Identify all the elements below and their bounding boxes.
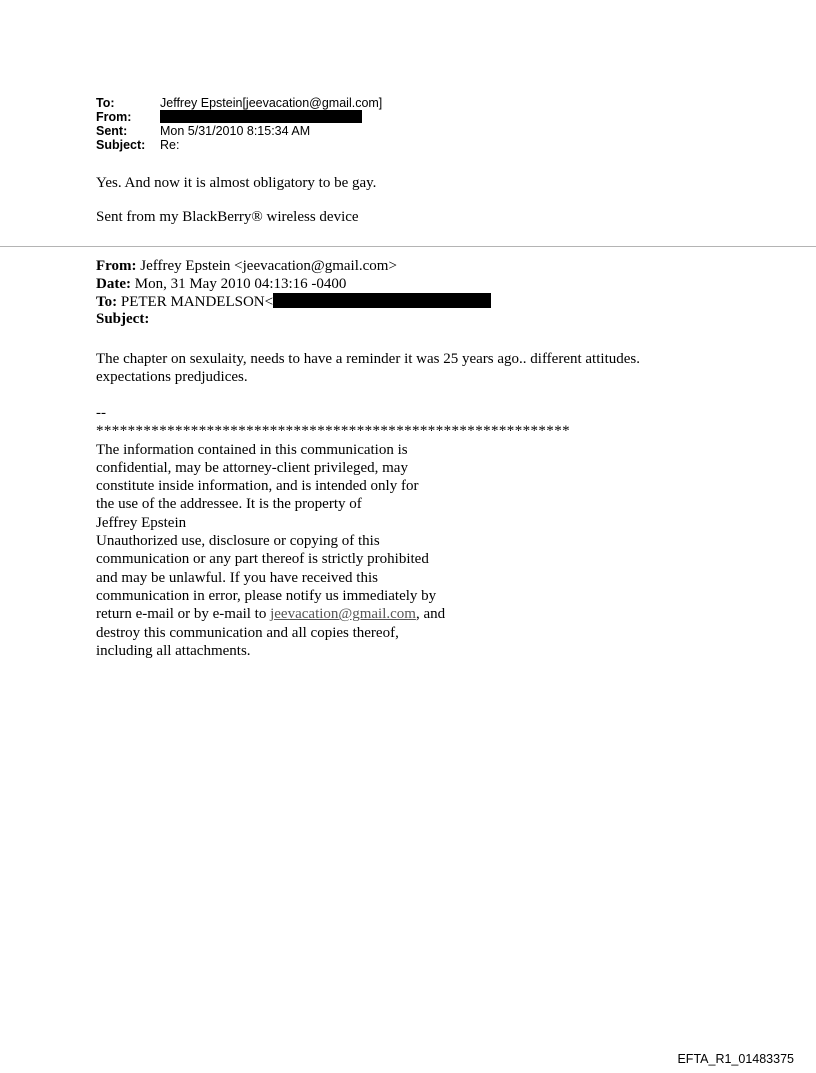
quoted-body — [96, 350, 716, 386]
quoted-from-value: Jeffrey Epstein <jeevacation@gmail.com> — [140, 258, 397, 274]
header-from-row — [96, 110, 382, 124]
email-header — [96, 96, 382, 152]
footer-return-prefix: return e-mail or by e-mail to — [96, 606, 271, 623]
reply-body: Yes. And now it is almost obligatory to be gay. — [96, 175, 377, 191]
quoted-subject-row — [96, 311, 491, 329]
redaction-bar — [273, 293, 491, 308]
bates-number: EFTA_R1_01483375 — [677, 1052, 794, 1066]
footer-line: The information contained in this communication is — [96, 441, 408, 458]
confidentiality-footer — [96, 404, 570, 660]
footer-stars: ************************************************************ — [96, 423, 570, 440]
message-divider — [0, 246, 816, 247]
header-subject-value: Re: — [160, 138, 180, 152]
quoted-to-value: PETER MANDELSON< — [120, 294, 274, 310]
header-subject-row — [96, 138, 382, 152]
footer-line: constitute inside information, and is intended only for — [96, 478, 419, 495]
quoted-to-label: To: — [96, 294, 118, 310]
header-to-row — [96, 96, 382, 110]
quoted-body-line: expectations predjudices. — [96, 369, 248, 385]
footer-line: the use of the addressee. It is the property of — [96, 496, 362, 513]
header-sent-value: Mon 5/31/2010 8:15:34 AM — [160, 124, 311, 138]
header-sent-label: Sent: — [96, 124, 128, 138]
footer-return-line — [96, 605, 496, 623]
header-subject-label: Subject: — [96, 138, 146, 152]
redaction-bar — [160, 110, 362, 123]
footer-dashes: -- — [96, 405, 106, 421]
quoted-to-row — [96, 293, 491, 311]
quoted-date-label: Date: — [96, 275, 131, 292]
quoted-from-row — [96, 258, 491, 276]
footer-line: communication in error, please notify us immediately by — [96, 587, 437, 604]
quoted-date-value: Mon, 31 May 2010 04:13:16 -0400 — [134, 275, 347, 292]
quoted-from-label: From: — [96, 258, 137, 274]
quoted-header — [96, 258, 491, 328]
email-link[interactable]: jeevacation@gmail.com — [270, 606, 416, 623]
footer-line: Jeffrey Epstein — [96, 514, 187, 531]
footer-line: and may be unlawful. If you have received this — [96, 569, 378, 586]
reply-signature: Sent from my BlackBerry® wireless device — [96, 209, 359, 225]
header-from-label: From: — [96, 110, 132, 124]
quoted-date-row — [96, 276, 491, 294]
footer-line: Unauthorized use, disclosure or copying of this — [96, 533, 380, 550]
footer-line: including all attachments. — [96, 642, 251, 659]
header-to-value: Jeffrey Epstein[jeevacation@gmail.com] — [160, 96, 383, 110]
footer-return-suffix: , and — [415, 606, 446, 623]
header-to-label: To: — [96, 96, 115, 110]
footer-line: destroy this communication and all copies thereof, — [96, 624, 399, 641]
footer-line: communication or any part thereof is strictly prohibited — [96, 551, 429, 568]
footer-line: confidential, may be attorney-client privileged, may — [96, 459, 408, 476]
quoted-body-line: The chapter on sexulaity, needs to have a reminder it was 25 years ago.. different attitudes. — [96, 351, 640, 367]
quoted-subject-label: Subject: — [96, 310, 150, 327]
header-sent-row — [96, 124, 382, 138]
